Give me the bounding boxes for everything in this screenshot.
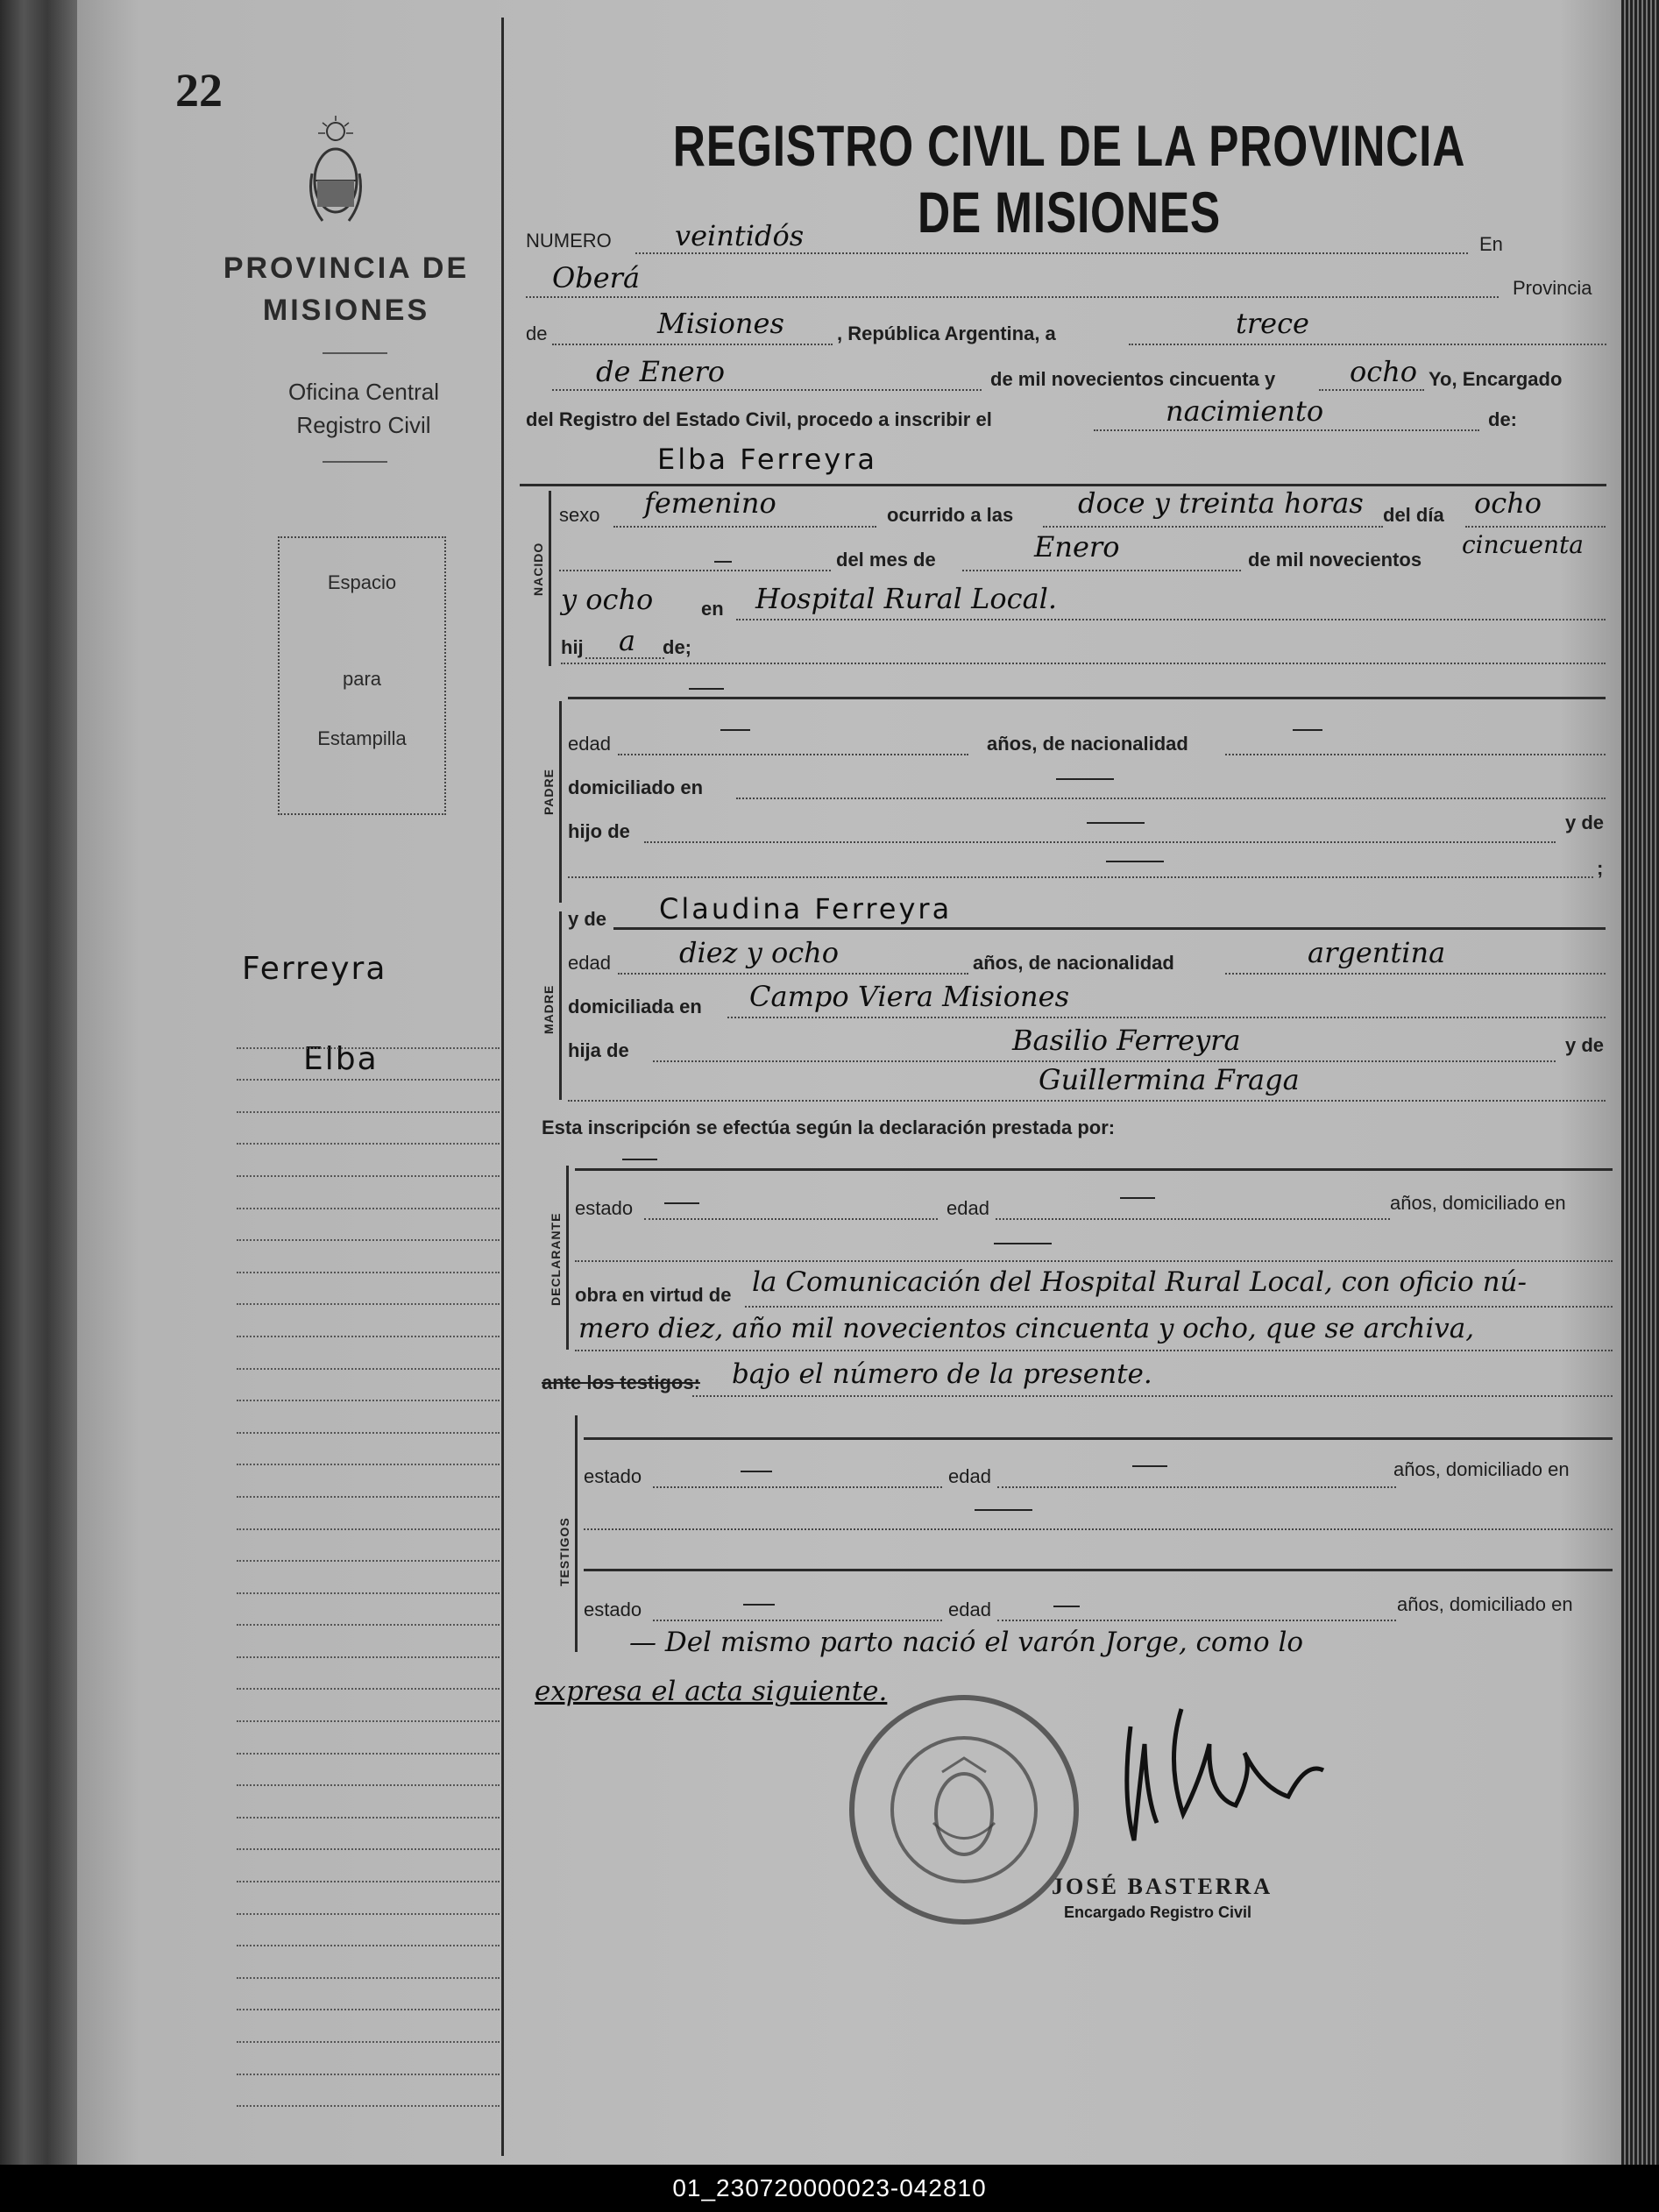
- madre-father-value: Basilio Ferreyra: [1012, 1024, 1241, 1057]
- margin-lines: [237, 1017, 500, 2107]
- office-heading: [237, 375, 491, 442]
- nacido-side-label: NACIDO: [531, 542, 545, 596]
- birth-year-value-1: cincuenta: [1462, 530, 1584, 559]
- place-line: [736, 619, 1606, 620]
- page-edges: [1621, 0, 1659, 2165]
- rule: [584, 1569, 1613, 1571]
- stamp-label-1: Espacio: [327, 571, 397, 593]
- madre-mother-value: Guillermina Fraga: [1039, 1063, 1300, 1096]
- numero-line: [635, 252, 1468, 254]
- blank-dash: [1293, 729, 1322, 731]
- madre-side-label: MADRE: [542, 984, 556, 1034]
- declarante-bracket: [566, 1166, 569, 1350]
- nacido-bracket: [549, 491, 551, 666]
- del-dia-label: del día: [1383, 504, 1444, 526]
- blank-dash: [741, 1471, 772, 1472]
- rule: [613, 927, 1606, 930]
- signature-icon: [1104, 1691, 1350, 1867]
- madre-anos-label: años, de nacionalidad: [973, 952, 1174, 974]
- folio-number: 22: [175, 64, 223, 117]
- child-name: Elba Ferreyra: [657, 443, 877, 476]
- testigos-edad-line: [997, 1486, 1396, 1488]
- obra-line-3: [692, 1395, 1613, 1397]
- madre-domicilio-line: [727, 1017, 1606, 1018]
- padre-semicolon: ;: [1597, 857, 1604, 879]
- registry-label: del Registro del Estado Civil, procedo a inscribir el: [526, 408, 992, 430]
- padre-nacionalidad-line: [1225, 754, 1606, 755]
- officer-name: JOSÉ BASTERRA: [1052, 1874, 1273, 1899]
- ocurrido-label: ocurrido a las: [887, 504, 1014, 526]
- act-line: [1094, 429, 1479, 431]
- stamp-space-box: [278, 536, 446, 815]
- padre-bracket: [559, 701, 562, 903]
- testigos-anos2-label: años, domiciliado en: [1397, 1593, 1573, 1615]
- blank-dash: [622, 1159, 657, 1160]
- de-mil-label: de mil novecientos: [1248, 549, 1422, 571]
- officer-title: Encargado Registro Civil: [1064, 1904, 1252, 1921]
- testigos-edad2-label: edad: [948, 1599, 991, 1620]
- day-value: trece: [1236, 307, 1309, 340]
- declaration-label: Esta inscripción se efectúa según la declaración prestada por:: [542, 1117, 1116, 1138]
- rule: [575, 1168, 1613, 1171]
- madre-nationality-value: argentina: [1308, 936, 1446, 969]
- year-label: de mil novecientos cincuenta y: [990, 368, 1276, 390]
- testigos-side-label: TESTIGOS: [557, 1517, 571, 1586]
- blank-dash: [714, 561, 732, 563]
- column-divider: [501, 18, 504, 2156]
- de-label: de: [526, 323, 548, 344]
- obra-line-2: [575, 1350, 1613, 1351]
- note-line-1: — Del mismo parto nació el varón Jorge, como lo: [629, 1627, 1304, 1658]
- madre-yde2-label: y de: [1565, 1034, 1605, 1056]
- provincia-label: Provincia: [1513, 277, 1592, 299]
- locality-line: [526, 296, 1499, 298]
- birth-month-value: Enero: [1034, 530, 1120, 564]
- padre-domiciliado-label: domiciliado en: [568, 776, 704, 798]
- declarante-edad-line: [996, 1218, 1390, 1220]
- hour-line: [1043, 526, 1383, 528]
- blank-dash: [689, 688, 724, 690]
- blank-dash: [720, 729, 750, 731]
- padre-yde-label: y de: [1565, 812, 1605, 833]
- sexo-value: femenino: [644, 486, 776, 520]
- footer-bar: [0, 2165, 1659, 2212]
- rule: [568, 697, 1606, 699]
- obra-label: obra en virtud de: [575, 1284, 732, 1306]
- declarante-edad-label: edad: [946, 1197, 989, 1219]
- testigos-edad-label: edad: [948, 1465, 991, 1487]
- hij-de-label: de;: [663, 636, 691, 658]
- testigos-estado2-line: [653, 1620, 942, 1621]
- madre-yde-line: [568, 1100, 1606, 1102]
- province-line: [552, 344, 833, 345]
- office-line-1: Oficina Central: [288, 379, 439, 405]
- office-line-2: Registro Civil: [296, 412, 431, 438]
- testigos-edad2-line: [997, 1620, 1396, 1621]
- testigos-anos-label: años, domiciliado en: [1393, 1458, 1570, 1480]
- padre-yde-line: [568, 876, 1593, 878]
- yo-label: Yo, Encargado: [1429, 368, 1563, 390]
- blank-dash: [664, 1202, 699, 1204]
- obra-value-3: bajo el número de la presente.: [732, 1358, 1152, 1390]
- blank-line: [559, 570, 831, 571]
- blank-dash: [1056, 778, 1114, 780]
- note-line-2: expresa el acta siguiente.: [535, 1676, 888, 1707]
- birth-day-value: ocho: [1474, 486, 1542, 520]
- hour-value: doce y treinta horas: [1078, 486, 1364, 520]
- sexo-line: [613, 526, 876, 528]
- madre-edad-label: edad: [568, 952, 611, 974]
- coat-of-arms-icon: [305, 112, 366, 235]
- page-title: REGISTRO CIVIL DE LA PROVINCIA DE MISIONES: [672, 113, 1466, 245]
- birth-month-line: [962, 570, 1241, 571]
- madre-domiciliada-label: domiciliada en: [568, 996, 702, 1017]
- act-value: nacimiento: [1166, 394, 1324, 428]
- madre-yde-label: y de: [568, 908, 607, 930]
- day-line: [1129, 344, 1606, 345]
- padre-hijo-line: [644, 841, 1556, 843]
- testigos-bracket: [575, 1415, 578, 1652]
- madre-edad-value: diez y ocho: [679, 936, 839, 969]
- year-line: [1319, 389, 1424, 391]
- blank-dash: [1106, 861, 1164, 862]
- declarante-estado-label: estado: [575, 1197, 634, 1219]
- madre-nacionalidad-line: [1225, 973, 1606, 975]
- padre-domicilio-line: [736, 798, 1606, 799]
- year-value: ocho: [1350, 355, 1418, 388]
- rule: [584, 1437, 1613, 1440]
- blank-dash: [975, 1509, 1032, 1511]
- locality-value: Oberá: [552, 261, 641, 294]
- separator: [323, 352, 387, 354]
- margin-given-name: Elba: [303, 1041, 379, 1077]
- blank-dash: [994, 1243, 1052, 1244]
- stamp-label-3: Estampilla: [317, 727, 407, 749]
- place-value: Hospital Rural Local.: [755, 582, 1058, 615]
- madre-name: Claudina Ferreyra: [659, 892, 953, 925]
- birth-day-line: [1465, 526, 1606, 528]
- madre-edad-line: [618, 973, 968, 975]
- stamp-label-2: para: [342, 668, 382, 690]
- blank-dash: [743, 1604, 775, 1606]
- margin-surname: Ferreyra: [242, 951, 387, 987]
- rule: [584, 1528, 1613, 1530]
- madre-hija-label: hija de: [568, 1039, 629, 1061]
- book-binding: [0, 0, 79, 2165]
- sexo-label: sexo: [559, 504, 600, 526]
- madre-address-value: Campo Viera Misiones: [749, 980, 1069, 1013]
- de-colon-label: de:: [1488, 408, 1517, 430]
- month-line: [552, 389, 982, 391]
- obra-value-1: la Comunicación del Hospital Rural Local, con oficio nú-: [752, 1266, 1527, 1298]
- blank-dash: [1053, 1606, 1080, 1607]
- padre-edad-line: [618, 754, 968, 755]
- hij-value: a: [619, 624, 636, 657]
- padre-side-label: PADRE: [542, 769, 556, 815]
- padre-hijo-label: hijo de: [568, 820, 630, 842]
- hij-line: [585, 657, 664, 659]
- declarante-side-label: DECLARANTE: [549, 1212, 563, 1306]
- testigos-estado-label: estado: [584, 1465, 642, 1487]
- month-value: de Enero: [596, 355, 726, 388]
- obra-line-1: [745, 1306, 1613, 1308]
- blank-dash: [1087, 822, 1145, 824]
- birth-year-value-2: y ocho: [561, 583, 654, 616]
- obra-value-2: mero diez, año mil novecientos cincuenta y ocho, que se archiva,: [578, 1313, 1475, 1344]
- registry-seal-icon: [846, 1691, 1082, 1928]
- blank-dash: [1120, 1197, 1155, 1199]
- testigos-estado2-label: estado: [584, 1599, 642, 1620]
- madre-hija-line: [653, 1060, 1556, 1062]
- declarante-estado-line: [644, 1218, 938, 1220]
- en-lugar-label: en: [701, 598, 724, 620]
- del-mes-label: del mes de: [836, 549, 936, 571]
- madre-bracket: [559, 911, 562, 1100]
- declarante-anos-label: años, domiciliado en: [1390, 1192, 1566, 1214]
- padre-anos-label: años, de nacionalidad: [987, 733, 1188, 755]
- padre-edad-label: edad: [568, 733, 611, 755]
- separator: [323, 461, 387, 463]
- testigos-label: ante los testigos:: [542, 1372, 700, 1393]
- blank-dash: [1132, 1465, 1167, 1467]
- en-label: En: [1479, 233, 1503, 255]
- province-heading: PROVINCIA DE MISIONES: [223, 252, 470, 327]
- testigos-estado-line: [653, 1486, 942, 1488]
- republica-label: , República Argentina, a: [837, 323, 1056, 344]
- province-value: Misiones: [657, 307, 784, 340]
- numero-label: NUMERO: [526, 230, 612, 252]
- rule: [575, 1260, 1613, 1262]
- rule: [561, 663, 1606, 664]
- hij-label: hij: [561, 636, 584, 658]
- numero-value: veintidós: [675, 219, 805, 252]
- footer-filename: 01_230720000023-042810: [672, 2174, 987, 2201]
